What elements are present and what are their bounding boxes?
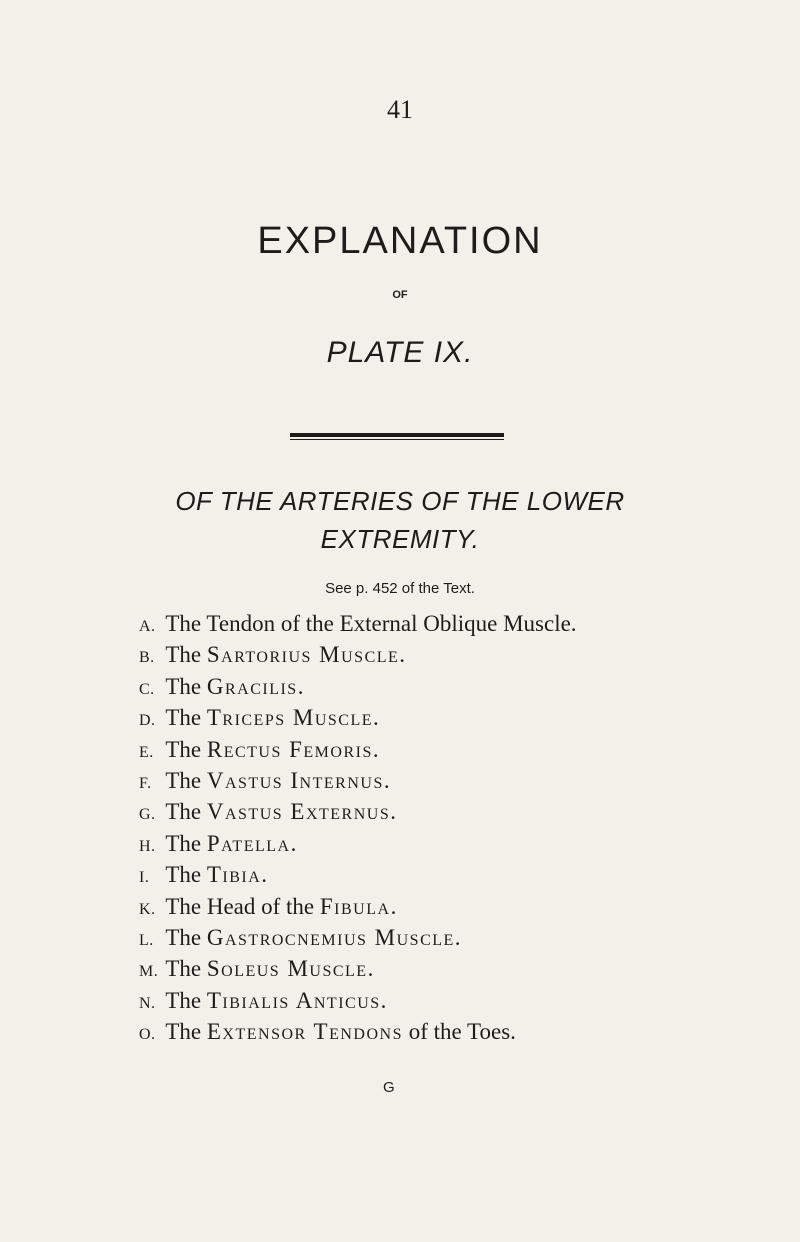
double-rule-divider xyxy=(290,433,504,440)
legend-term: Triceps Muscle. xyxy=(206,705,381,731)
legend-term: Gracilis. xyxy=(206,673,305,699)
legend-text: The xyxy=(165,736,207,762)
legend-letter: C. xyxy=(139,680,155,698)
legend-term: Rectus Femoris. xyxy=(206,736,381,762)
legend-letter: M. xyxy=(139,963,159,981)
legend-item xyxy=(139,891,577,922)
legend-letter: A. xyxy=(139,618,156,635)
legend-text: The Head of the xyxy=(165,893,320,919)
legend-suffix: of the Toes. xyxy=(402,1019,516,1045)
legend-item xyxy=(139,985,577,1016)
legend-text: The xyxy=(165,956,207,982)
legend-text: The xyxy=(165,987,207,1013)
of-label: OF xyxy=(392,289,408,301)
legend-item xyxy=(139,859,577,890)
legend-text: The xyxy=(165,1019,207,1045)
legend-letter: O. xyxy=(139,1026,156,1044)
legend-text: The Tendon of the External Oblique Muscle. xyxy=(165,611,577,636)
page-heading: EXPLANATION xyxy=(257,220,543,262)
legend-term: Vastus Internus. xyxy=(206,767,392,793)
legend-item xyxy=(139,765,577,796)
legend-text: The xyxy=(165,862,207,888)
legend-item xyxy=(139,702,577,733)
legend-term: Tibia. xyxy=(206,862,269,888)
legend-letter: D. xyxy=(139,712,156,730)
legend-item xyxy=(139,608,577,639)
legend-letter: G. xyxy=(139,806,156,824)
legend-text: The xyxy=(165,705,207,731)
legend-list xyxy=(139,608,577,1047)
legend-term: Tibialis Anticus. xyxy=(206,987,388,1013)
legend-term: Vastus Externus. xyxy=(206,799,398,825)
legend-term: Extensor Tendons xyxy=(206,1019,403,1045)
legend-letter: B. xyxy=(139,649,155,667)
legend-term: Soleus Muscle. xyxy=(206,956,375,982)
legend-item xyxy=(139,828,577,859)
legend-text: The xyxy=(165,924,207,950)
legend-letter: K. xyxy=(139,900,156,918)
page-number: 41 xyxy=(387,95,413,124)
legend-item xyxy=(139,953,577,984)
subtitle-line-2: EXTREMITY. xyxy=(320,524,480,554)
legend-letter: E. xyxy=(139,743,154,761)
legend-text: The xyxy=(165,642,207,668)
legend-text: The xyxy=(165,767,207,793)
legend-letter: F. xyxy=(139,774,152,792)
legend-text: The xyxy=(165,799,207,825)
legend-item xyxy=(139,639,577,670)
catchword: G xyxy=(383,1079,395,1096)
text-reference: See p. 452 of the Text. xyxy=(325,580,475,597)
subtitle-line-1: OF THE ARTERIES OF THE LOWER xyxy=(175,486,625,516)
plate-title: PLATE IX. xyxy=(326,336,474,369)
legend-term: Patella. xyxy=(206,830,298,856)
legend-text: The xyxy=(165,830,207,856)
legend-letter: I. xyxy=(139,869,150,887)
legend-term: Gastrocnemius Muscle. xyxy=(206,924,463,950)
legend-item xyxy=(139,922,577,953)
legend-term: Sartorius Muscle. xyxy=(206,642,407,668)
legend-item xyxy=(139,734,577,765)
legend-text: The xyxy=(165,673,207,699)
legend-letter: N. xyxy=(139,994,156,1012)
plate-subtitle xyxy=(0,482,800,558)
legend-term: Fibula. xyxy=(319,893,398,919)
legend-item xyxy=(139,796,577,827)
legend-letter: H. xyxy=(139,837,156,855)
legend-letter: L. xyxy=(139,931,154,949)
legend-item xyxy=(139,1016,577,1047)
legend-item xyxy=(139,671,577,702)
